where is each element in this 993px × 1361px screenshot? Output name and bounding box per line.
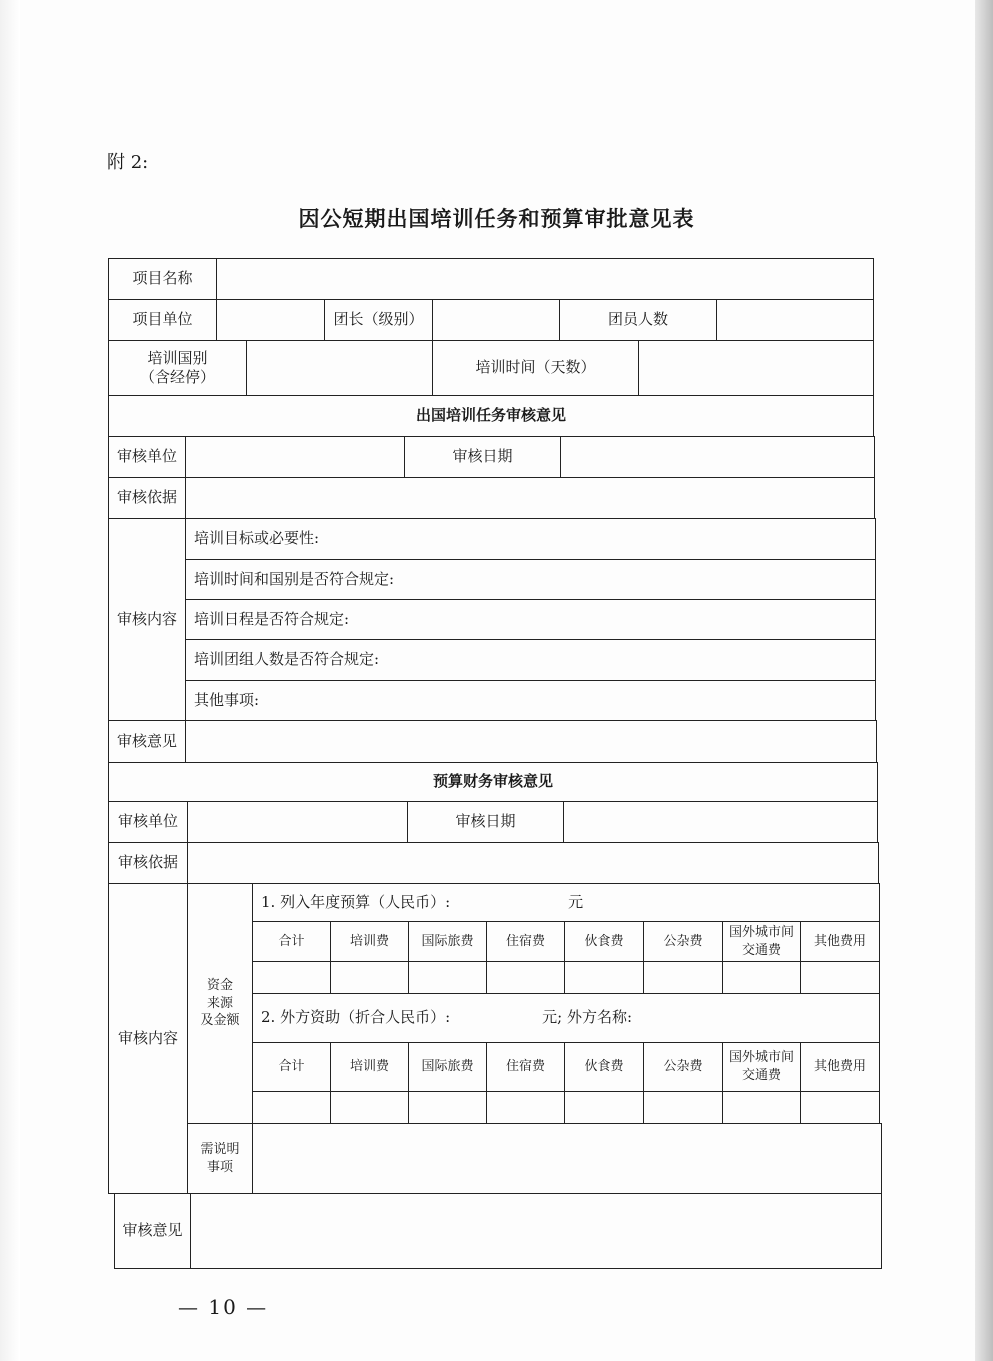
annual-col-lodging: 住宿费 — [486, 921, 565, 962]
budget-review-basis-field[interactable] — [187, 842, 879, 884]
training-time-label: 培训时间（天数） — [432, 340, 639, 396]
annual-val-other[interactable] — [800, 961, 880, 994]
aid-col-other: 其他费用 — [800, 1042, 880, 1092]
aid-col-lodging: 住宿费 — [486, 1042, 565, 1092]
annual-val-training[interactable] — [330, 961, 409, 994]
annual-val-intercity-transport[interactable] — [722, 961, 801, 994]
funding-source-line-3: 及金额 — [200, 1013, 240, 1029]
annual-col-total: 合计 — [252, 921, 331, 962]
aid-val-misc[interactable] — [643, 1091, 723, 1124]
leader-level-label: 团长（级别） — [324, 299, 433, 341]
annual-val-total[interactable] — [252, 961, 331, 994]
attachment-label: 附 2: — [107, 152, 149, 173]
task-review-content-label: 审核内容 — [108, 518, 186, 721]
budget-review-unit-field[interactable] — [187, 801, 408, 843]
training-country-note: （含经停） — [139, 368, 215, 386]
aid-val-intercity-transport[interactable] — [722, 1091, 801, 1124]
project-unit-label: 项目单位 — [108, 299, 217, 341]
aid-val-lodging[interactable] — [486, 1091, 565, 1124]
notes-label-line-1: 需说明 — [200, 1141, 240, 1157]
budget-review-opinion-label: 审核意见 — [114, 1193, 191, 1269]
task-review-basis-label: 审核依据 — [108, 477, 186, 519]
budget-review-date-label: 审核日期 — [407, 801, 564, 843]
foreign-aid-unit: 元; 外方名称: — [542, 1008, 633, 1027]
task-review-unit-field[interactable] — [185, 436, 405, 478]
aid-col-meals: 伙食费 — [564, 1042, 644, 1092]
member-count-label: 团员人数 — [559, 299, 717, 341]
funding-source-label — [187, 883, 253, 1124]
annual-val-meals[interactable] — [564, 961, 644, 994]
member-count-field[interactable] — [716, 299, 874, 341]
annual-val-lodging[interactable] — [486, 961, 565, 994]
foreign-aid-row[interactable] — [252, 993, 880, 1043]
annual-col-other: 其他费用 — [800, 921, 880, 962]
aid-col-intercity-transport: 国外城市间交通费 — [722, 1042, 801, 1092]
task-review-date-field[interactable] — [560, 436, 875, 478]
leader-level-field[interactable] — [432, 299, 560, 341]
budget-review-unit-label: 审核单位 — [108, 801, 188, 843]
training-country-label — [108, 340, 247, 396]
annual-val-misc[interactable] — [643, 961, 723, 994]
aid-val-training[interactable] — [330, 1091, 409, 1124]
training-time-field[interactable] — [638, 340, 874, 396]
budget-review-section-title: 预算财务审核意见 — [108, 762, 878, 802]
annual-budget-row[interactable] — [252, 883, 880, 922]
project-name-label: 项目名称 — [108, 258, 217, 300]
annual-col-intercity-transport: 国外城市间交通费 — [722, 921, 801, 962]
annual-col-misc: 公杂费 — [643, 921, 723, 962]
budget-review-opinion-field[interactable] — [190, 1193, 882, 1269]
annual-col-intl-travel: 国际旅费 — [408, 921, 487, 962]
task-review-basis-field[interactable] — [185, 477, 875, 519]
aid-col-training: 培训费 — [330, 1042, 409, 1092]
annual-budget-unit: 元 — [568, 892, 584, 911]
training-country-text: 培训国别 — [147, 348, 208, 367]
training-country-field[interactable] — [246, 340, 433, 396]
content-item-group-size[interactable]: 培训团组人数是否符合规定: — [185, 639, 876, 681]
task-review-unit-label: 审核单位 — [108, 436, 186, 478]
form-title: 因公短期出国培训任务和预算审批意见表 — [298, 206, 695, 231]
aid-val-intl-travel[interactable] — [408, 1091, 487, 1124]
page-number: — 10 — — [178, 1295, 269, 1319]
aid-val-total[interactable] — [252, 1091, 331, 1124]
budget-review-basis-label: 审核依据 — [108, 842, 188, 884]
content-item-schedule[interactable]: 培训日程是否符合规定: — [185, 599, 876, 640]
annual-col-meals: 伙食费 — [564, 921, 644, 962]
project-unit-field[interactable] — [216, 299, 325, 341]
aid-val-meals[interactable] — [564, 1091, 644, 1124]
notes-label — [187, 1123, 253, 1194]
notes-label-line-2: 事项 — [206, 1159, 233, 1175]
content-item-goal[interactable]: 培训目标或必要性: — [185, 518, 876, 560]
task-review-opinion-field[interactable] — [185, 720, 877, 763]
annual-col-training: 培训费 — [330, 921, 409, 962]
aid-val-other[interactable] — [800, 1091, 880, 1124]
funding-source-line-2: 来源 — [206, 995, 233, 1011]
aid-col-misc: 公杂费 — [643, 1042, 723, 1092]
content-item-time-country[interactable]: 培训时间和国别是否符合规定: — [185, 559, 876, 600]
annual-val-intl-travel[interactable] — [408, 961, 487, 994]
aid-col-total: 合计 — [252, 1042, 331, 1092]
budget-review-content-label: 审核内容 — [108, 883, 188, 1194]
notes-field[interactable] — [252, 1123, 882, 1194]
project-name-field[interactable] — [216, 258, 874, 300]
foreign-aid-label: 2. 外方资助（折合人民币）: — [261, 1008, 451, 1027]
content-item-other[interactable]: 其他事项: — [185, 680, 876, 721]
aid-col-intl-travel: 国际旅费 — [408, 1042, 487, 1092]
annual-budget-label: 1. 列入年度预算（人民币）: — [261, 892, 451, 911]
task-review-opinion-label: 审核意见 — [108, 720, 186, 763]
task-review-date-label: 审核日期 — [404, 436, 561, 478]
funding-source-line-1: 资金 — [206, 978, 233, 994]
task-review-section-title: 出国培训任务审核意见 — [108, 395, 874, 437]
budget-review-date-field[interactable] — [563, 801, 878, 843]
